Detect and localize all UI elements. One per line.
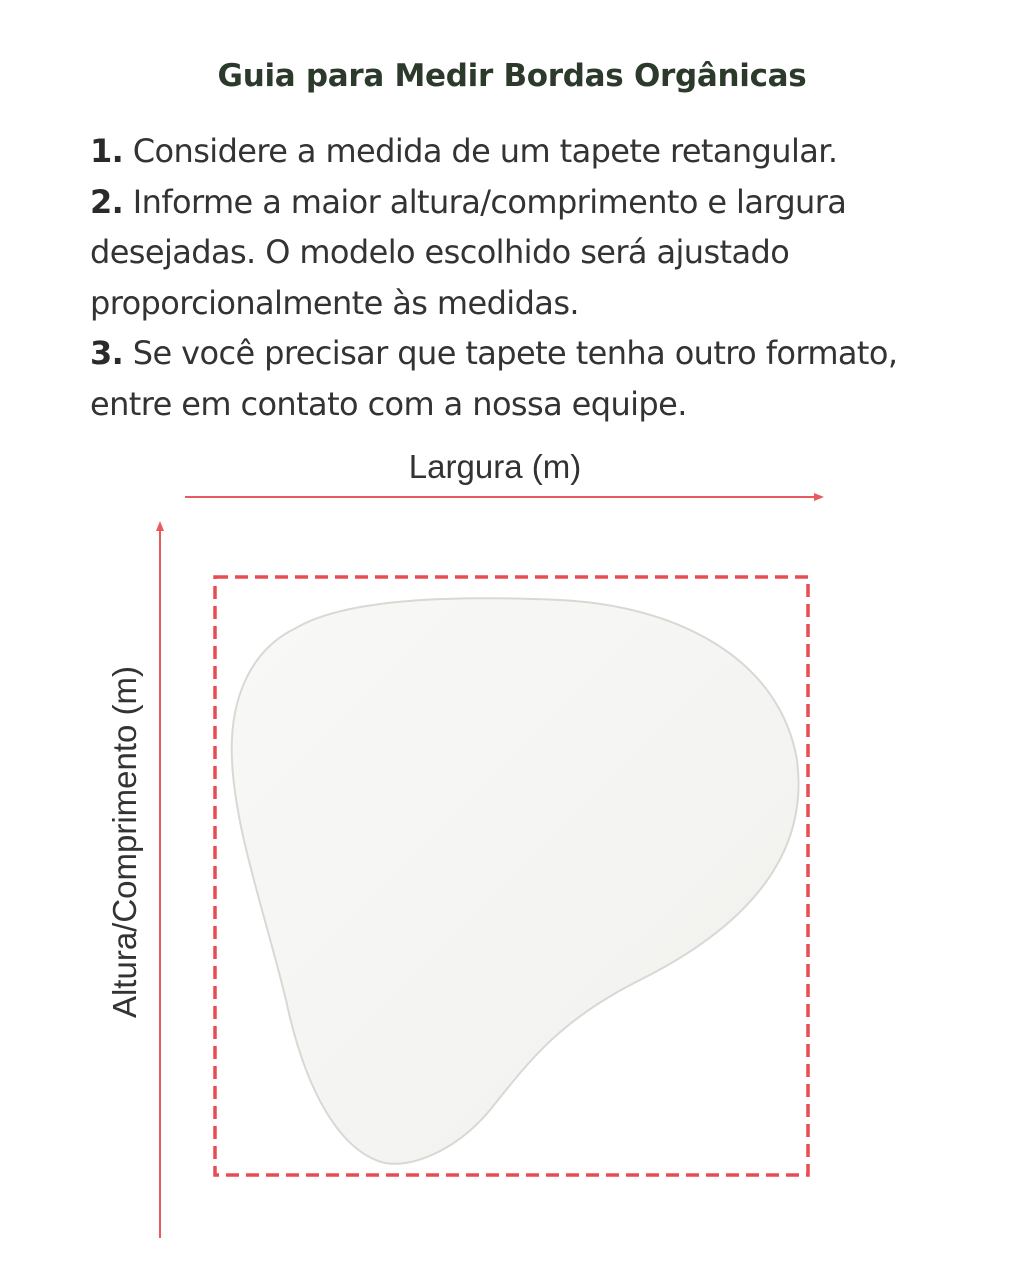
step-2-text: Informe a maior altura/comprimento e largura desejadas. O modelo escolhido será ajustado proporcionalmente às medidas. [90, 182, 847, 322]
step-1-number: 1. [90, 132, 124, 170]
page-title: Guia para Medir Bordas Orgânicas [217, 58, 807, 94]
width-label: Largura (m) [408, 448, 582, 485]
organic-rug-shape [232, 598, 799, 1164]
width-arrow [185, 493, 824, 501]
step-3-number: 3. [90, 334, 124, 372]
step-2-number: 2. [90, 182, 124, 221]
step-1-text: Considere a medida de um tapete retangular. [123, 132, 838, 170]
height-label: Altura/Comprimento (m) [106, 665, 143, 1019]
step-3-text: Se você precisar que tapete tenha outro formato, entre em contato com a nossa equipe. [90, 334, 898, 423]
height-arrow [156, 521, 164, 1238]
